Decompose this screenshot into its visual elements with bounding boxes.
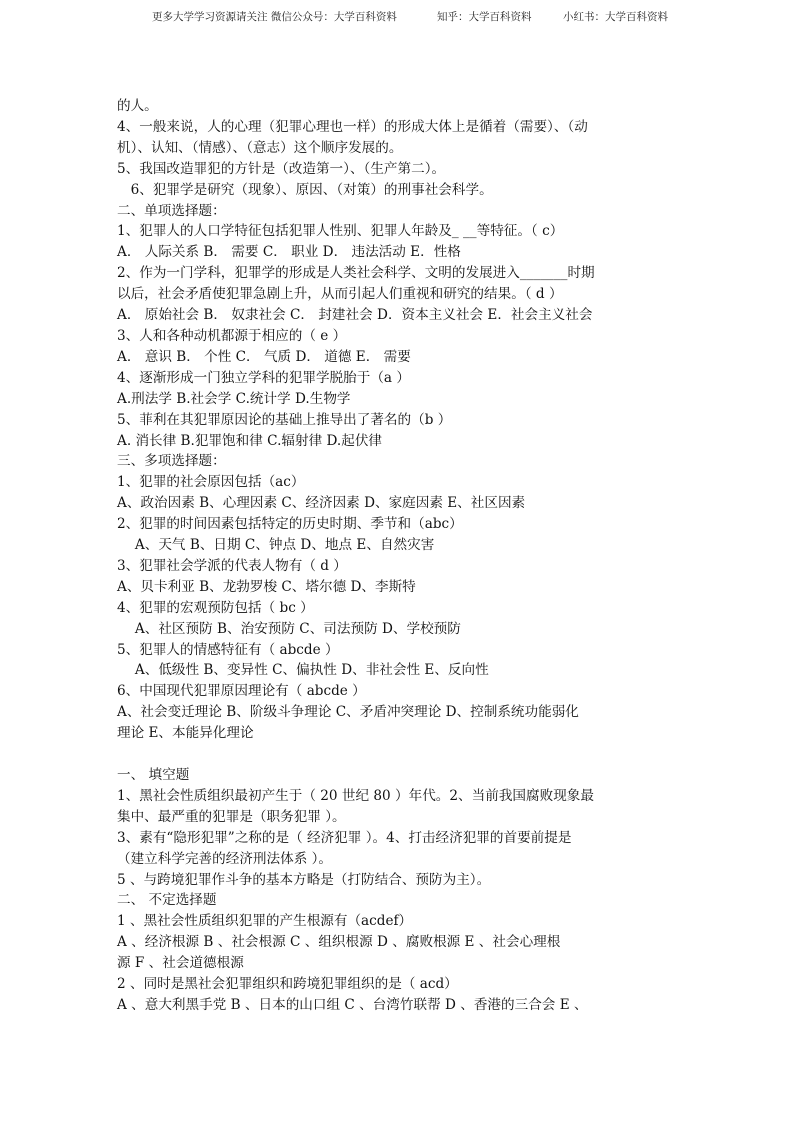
text-line: 2 、同时是黑社会犯罪组织和跨境犯罪组织的是（ acd） (117, 976, 458, 993)
header-xiaohongshu: 小红书：大学百科资料 (563, 11, 668, 23)
text-line: A、社会变迁理论 B、阶级斗争理论 C、矛盾冲突理论 D、控制系统功能弱化 (117, 704, 579, 721)
text-line: 2、作为一门学科，犯罪学的形成是人类社会科学、文明的发展进入_______时期 (117, 265, 595, 282)
text-line: A． 人际关系 B． 需要 C． 职业 D． 违法活动 E．性格 (117, 244, 461, 261)
text-line: 三、多项选择题： (117, 453, 226, 470)
text-line: 4、一般来说，人的心理（犯罪心理也一样）的形成大体上是循着（需要）、（动 (117, 118, 588, 135)
text-line: 1、犯罪的社会原因包括（ac） (117, 474, 305, 491)
text-line: 5、我国改造罪犯的方针是（改造第一）、（生产第二）。 (117, 160, 446, 177)
text-line: 4、犯罪的宏观预防包括（ bc ） (117, 599, 314, 616)
text-line: A、政治因素 B、心理因素 C、经济因素 D、家庭因素 E、社区因素 (117, 495, 526, 512)
text-line: 6、中国现代犯罪原因理论有（ abcde ） (117, 683, 366, 700)
text-line: 一、 填空题 (117, 766, 190, 783)
text-line: 3、素有“隐形犯罪”之称的是（ 经济犯罪 ）。4、打击经济犯罪的首要前提是 (117, 829, 572, 846)
text-line: 二、单项选择题： (117, 202, 226, 219)
text-line: A 、意大利黑手党 B 、日本的山口组 C 、台湾竹联帮 D 、香港的三合会 E 、 (117, 996, 588, 1013)
text-line: 5、犯罪人的情感特征有（ abcde ） (117, 641, 339, 658)
text-line: A、社区预防 B、治安预防 C、司法预防 D、学校预防 (117, 620, 461, 637)
text-line: 二、 不定选择题 (117, 892, 217, 909)
text-line: 6、犯罪学是研究（现象）、原因、（对策）的刑事社会科学。 (117, 181, 493, 198)
text-line: 源 F 、社会道德根源 (117, 955, 244, 972)
text-line: 以后，社会矛盾使犯罪急剧上升，从而引起人们重视和研究的结果。（ d ） (117, 286, 563, 303)
text-line: 5 、与跨境犯罪作斗争的基本方略是（打防结合、预防为主）。 (117, 871, 491, 888)
text-line: 3、犯罪社会学派的代表人物有（ d ） (117, 557, 347, 574)
text-line: 集中、最严重的犯罪是（职务犯罪 ）。 (117, 808, 346, 825)
header-zhihu: 知乎：大学百科资料 (437, 11, 532, 23)
text-line: 1、黑社会性质组织最初产生于（ 20 世纪 80 ）年代。2、当前我国腐败现象最 (117, 787, 594, 804)
text-line: 的人。 (117, 98, 158, 114)
text-line: （建立科学完善的经济刑法体系 ）。 (117, 850, 333, 867)
text-line: 5、菲利在其犯罪原因论的基础上推导出了著名的（b ） (117, 411, 452, 428)
text-line: A 、经济根源 B 、社会根源 C 、组织根源 D 、腐败根源 E 、社会心理根 (117, 934, 561, 951)
text-line: 1 、黑社会性质组织犯罪的产生根源有（acdef） (117, 913, 413, 930)
text-line: 1、犯罪人的人口学特征包括犯罪人性别、犯罪人年龄及_ __等特征。（ c） (117, 223, 564, 240)
text-line: 4、逐渐形成一门独立学科的犯罪学脱胎于（a ） (117, 369, 410, 386)
text-line: A、贝卡利亚 B、龙勃罗梭 C、塔尔德 D、李斯特 (117, 578, 416, 595)
document-body (117, 96, 681, 1016)
text-line: 3、人和各种动机都源于相应的（ e ） (117, 327, 347, 344)
text-line: 机）、认知、（情感）、（意志）这个顺序发展的。 (117, 139, 403, 156)
text-line: A.刑法学 B.社会学 C.统计学 D.生物学 (117, 390, 351, 407)
text-line: A． 意识 B． 个性 C． 气质 D． 道德 E． 需要 (117, 348, 411, 365)
text-line: A、天气 B、日期 C、钟点 D、地点 E、自然灾害 (117, 537, 435, 554)
text-line: 2、犯罪的时间因素包括特定的历史时期、季节和（abc） (117, 516, 463, 533)
blank-line (117, 744, 681, 765)
text-line: A． 原始社会 B． 奴隶社会 C． 封建社会 D．资本主义社会 E．社会主义社会 (117, 307, 593, 324)
header-wechat: 更多大学学习资源请关注 微信公众号：大学百科资料 (152, 11, 397, 23)
text-line: 理论 E、本能异化理论 (117, 725, 254, 742)
text-line: A、低级性 B、变异性 C、偏执性 D、非社会性 E、反向性 (117, 662, 489, 679)
text-line: A. 消长律 B.犯罪饱和律 C.辐射律 D.起伏律 (117, 432, 383, 449)
